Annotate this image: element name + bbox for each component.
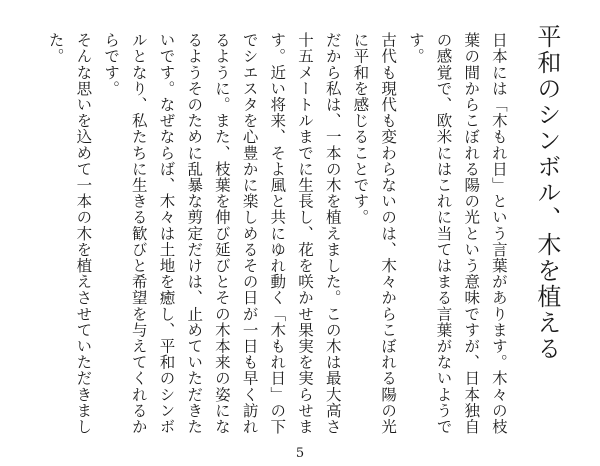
article: [41, 22, 578, 440]
paragraph-1: 日本には「木もれ日」という言葉があります。木々の枝葉の間からこぼれる陽の光という意味ですが、日本独自の感覚で、欧米にはこれに当てはまる言葉がないようです。: [406, 32, 508, 435]
paragraph-3: だから私は、一本の木を植えました。この木は最大高さ十五メートルまでに生長し、花を咲かせ果実を実らせます。近い将来、そよ風と共にゆれ動く「木もれ日」の下でシエスタを心豊かに楽しめるその日が一日も早く訪れるように。また、枝葉を伸び延びとその木本来の姿になるようそのために乱暴な剪定だけは、止めていただきたいです。なぜならば、木々は土地を癒し、平和のシンボルとなり、私たちに生きる歓びと希望を与えてくれるからです。: [102, 32, 342, 435]
page-title: 平和のシンボル、木を植える: [532, 24, 561, 362]
paragraph-2: 古代も現代も変わらないのは、木々からこぼれる陽の光に平和を感じることです。: [351, 32, 398, 435]
page-number: 5: [295, 446, 305, 461]
paragraph-4: そんな思いを込めて一本の木を植えさせていただきました。: [46, 32, 93, 435]
body-text: [41, 22, 512, 450]
